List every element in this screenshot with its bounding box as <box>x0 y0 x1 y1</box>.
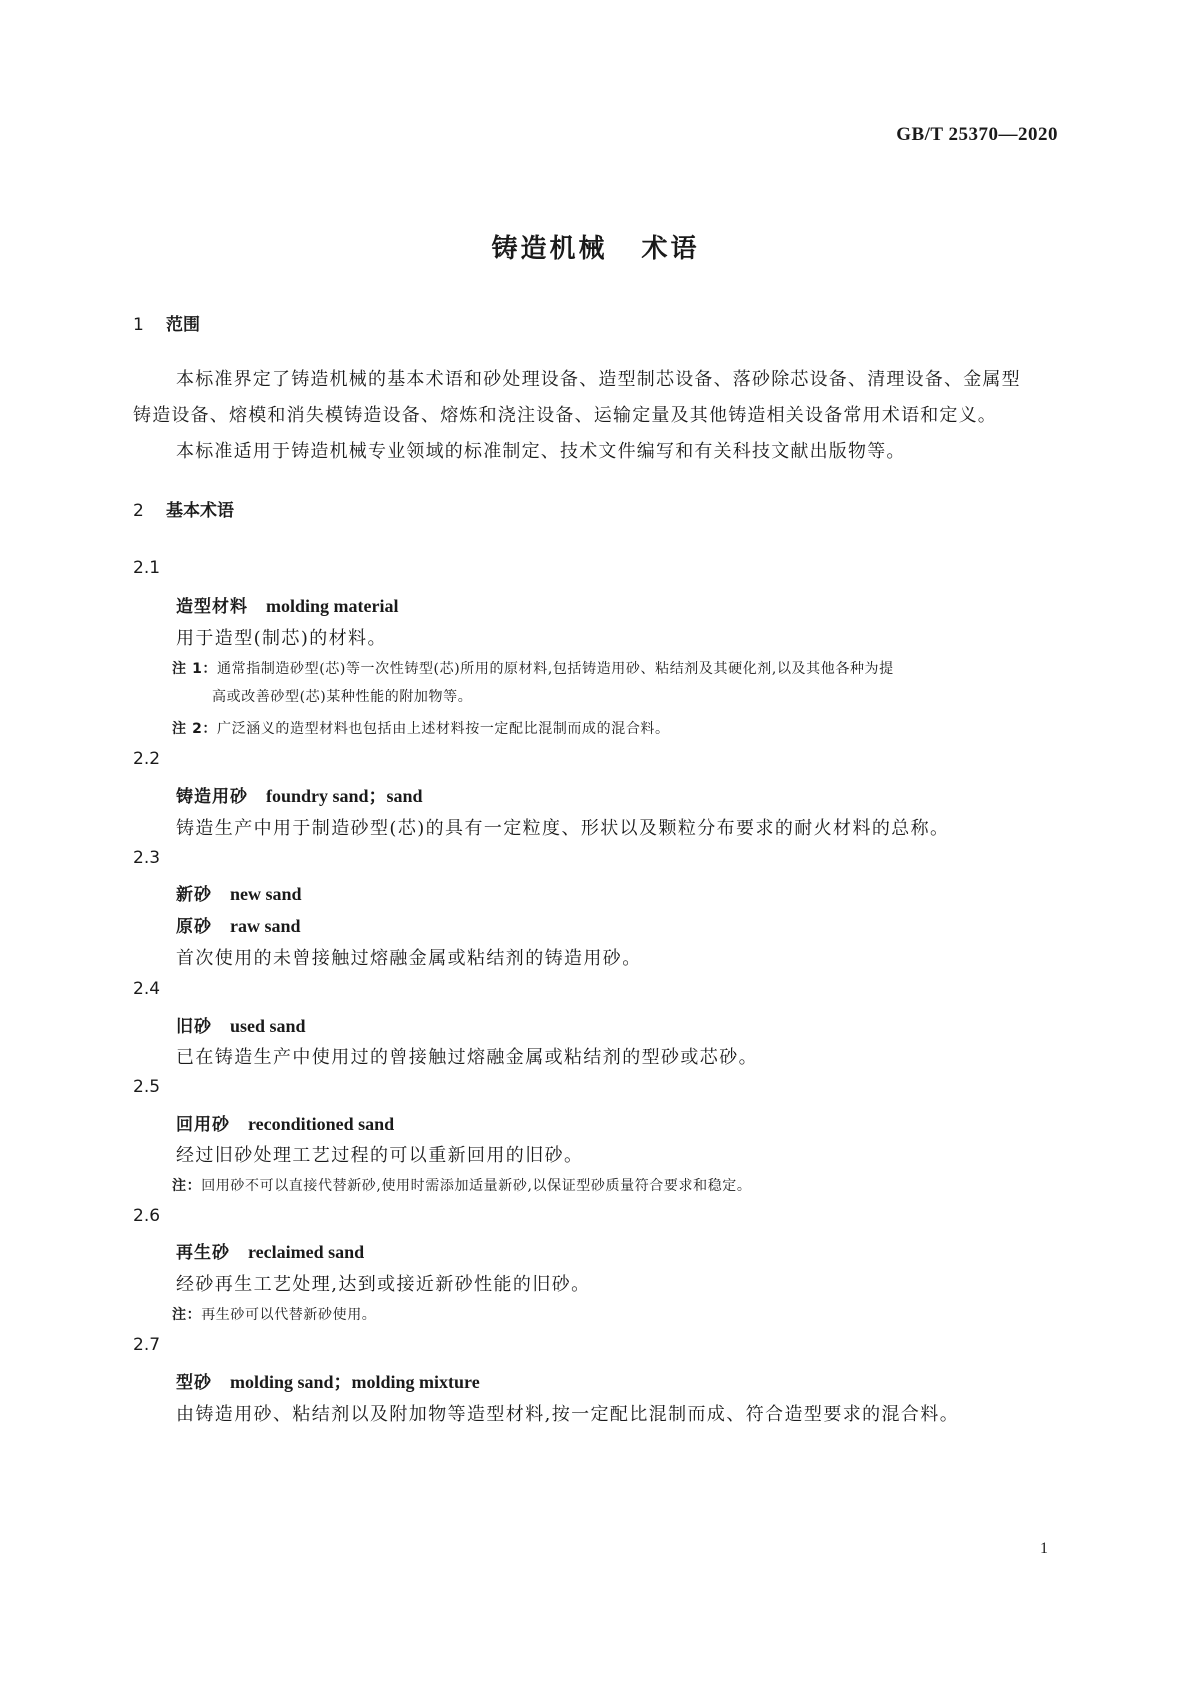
note-label: 注 2： <box>172 721 218 737</box>
section-number: 1 <box>133 315 144 335</box>
term-en: molding sand；molding mixture <box>230 1372 480 1392</box>
note-text-continued: 高或改善砂型(芯)某种性能的附加物等。 <box>212 689 473 705</box>
term <box>176 1238 364 1263</box>
term <box>176 1368 480 1394</box>
section-1-heading <box>133 310 200 335</box>
term-en: reclaimed sand <box>248 1242 365 1262</box>
term-zh: 铸造用砂 <box>176 787 248 807</box>
term-zh: 原砂 <box>176 917 212 937</box>
definition: 经砂再生工艺处理,达到或接近新砂性能的旧砂。 <box>176 1274 591 1295</box>
term <box>176 1012 306 1037</box>
definition: 已在铸造生产中使用过的曾接触过熔融金属或粘结剂的型砂或芯砂。 <box>176 1047 758 1068</box>
term-zh: 新砂 <box>176 885 212 905</box>
note-text: 广泛涵义的造型材料也包括由上述材料按一定配比混制而成的混合料。 <box>217 721 670 737</box>
section-title: 基本术语 <box>166 501 234 521</box>
note <box>172 658 894 678</box>
note-label: 注： <box>172 1307 202 1323</box>
title-part-1: 铸造机械 <box>491 234 608 264</box>
clause-number: 2.6 <box>133 1206 161 1226</box>
definition: 由铸造用砂、粘结剂以及附加物等造型材料,按一定配比混制而成、符合造型要求的混合料。 <box>176 1404 960 1425</box>
note <box>172 718 670 738</box>
note-text: 通常指制造砂型(芯)等一次性铸型(芯)所用的原材料,包括铸造用砂、粘结剂及其硬化剂,以及其他各种为提 <box>217 661 894 677</box>
note-text: 回用砂不可以直接代替新砂,使用时需添加适量新砂,以保证型砂质量符合要求和稳定。 <box>201 1178 752 1194</box>
clause-number: 2.4 <box>133 979 161 999</box>
clause-number: 2.2 <box>133 749 161 769</box>
term <box>176 592 399 617</box>
term <box>176 782 423 808</box>
term-zh: 旧砂 <box>176 1017 212 1037</box>
term-en: reconditioned sand <box>248 1114 395 1134</box>
note-text: 再生砂可以代替新砂使用。 <box>201 1307 377 1323</box>
term-en: foundry sand；sand <box>266 786 423 806</box>
term-zh: 型砂 <box>176 1373 212 1393</box>
clause-number: 2.3 <box>133 848 161 868</box>
clause-number: 2.7 <box>133 1335 161 1355</box>
definition: 经过旧砂处理工艺过程的可以重新回用的旧砂。 <box>176 1145 584 1166</box>
section-2-heading <box>133 496 234 521</box>
scope-paragraph-2: 本标准适用于铸造机械专业领域的标准制定、技术文件编写和有关科技文献出版物等。 <box>176 441 906 462</box>
title-part-2: 术语 <box>641 234 700 264</box>
term-synonym <box>176 912 301 937</box>
note-label: 注： <box>172 1178 202 1194</box>
note <box>172 1175 752 1195</box>
term-en: molding material <box>266 596 399 616</box>
standard-number: GB/T 25370—2020 <box>896 124 1058 145</box>
note <box>172 1304 376 1324</box>
section-number: 2 <box>133 501 144 521</box>
term-en: used sand <box>230 1016 306 1036</box>
clause-number: 2.1 <box>133 558 161 578</box>
definition: 用于造型(制芯)的材料。 <box>176 628 387 649</box>
term <box>176 1110 394 1135</box>
clause-number: 2.5 <box>133 1077 161 1097</box>
note-label: 注 1： <box>172 661 218 677</box>
term-zh: 再生砂 <box>176 1243 230 1263</box>
term-zh: 回用砂 <box>176 1115 230 1135</box>
term-en: raw sand <box>230 916 301 936</box>
definition: 铸造生产中用于制造砂型(芯)的具有一定粒度、形状以及颗粒分布要求的耐火材料的总称。 <box>176 818 950 839</box>
term-en: new sand <box>230 884 302 904</box>
scope-paragraph-1-line-1: 本标准界定了铸造机械的基本术语和砂处理设备、造型制芯设备、落砂除芯设备、清理设备、金属型 <box>176 369 1021 390</box>
definition: 首次使用的未曾接触过熔融金属或粘结剂的铸造用砂。 <box>176 948 642 969</box>
term <box>176 880 302 905</box>
term-zh: 造型材料 <box>176 597 248 617</box>
document-title <box>0 228 1191 265</box>
section-title: 范围 <box>166 315 200 335</box>
scope-paragraph-1-line-2: 铸造设备、熔模和消失模铸造设备、熔炼和浇注设备、运输定量及其他铸造相关设备常用术语和定义。 <box>133 405 997 426</box>
page-number: 1 <box>1040 1540 1048 1557</box>
